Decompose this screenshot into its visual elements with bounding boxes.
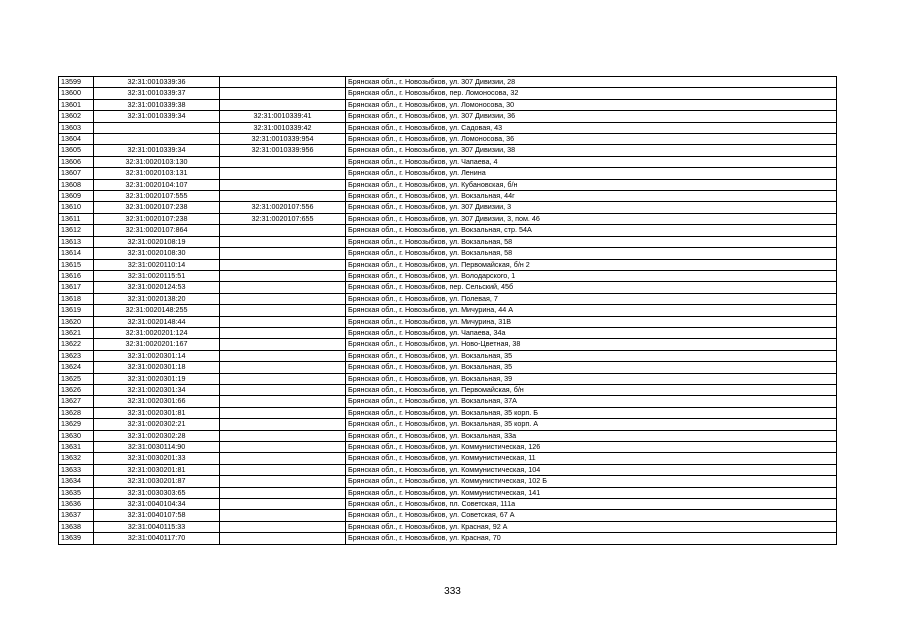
address-cell: Брянская обл., г. Новозыбков, ул. Вокзальная, 44г (346, 191, 837, 202)
address-cell: Брянская обл., г. Новозыбков, ул. Вокзальная, 58 (346, 236, 837, 247)
cadastral-number-cell: 32:31:0020138:20 (94, 293, 220, 304)
address-cell: Брянская обл., г. Новозыбков, ул. Коммунистическая, 11 (346, 453, 837, 464)
table-row (59, 464, 837, 475)
table-row (59, 111, 837, 122)
cadastral-number-cell: 32:31:0030201:33 (94, 453, 220, 464)
table-row (59, 339, 837, 350)
table-row (59, 122, 837, 133)
address-cell: Брянская обл., г. Новозыбков, пер. Сельский, 45б (346, 282, 837, 293)
row-number-cell: 13627 (59, 396, 94, 407)
cadastral-number-cell: 32:31:0010339:34 (94, 111, 220, 122)
table-row (59, 521, 837, 532)
table-row (59, 442, 837, 453)
table-row (59, 362, 837, 373)
row-number-cell: 13628 (59, 407, 94, 418)
address-cell: Брянская обл., г. Новозыбков, ул. Красная, 70 (346, 533, 837, 544)
table-row (59, 248, 837, 259)
cadastral-number-2-cell (220, 327, 346, 338)
cadastral-number-2-cell: 32:31:0010339:42 (220, 122, 346, 133)
cadastral-number-cell: 32:31:0020201:124 (94, 327, 220, 338)
row-number-cell: 13602 (59, 111, 94, 122)
table-row (59, 510, 837, 521)
cadastral-number-2-cell (220, 350, 346, 361)
cadastral-number-2-cell (220, 487, 346, 498)
row-number-cell: 13613 (59, 236, 94, 247)
address-cell: Брянская обл., г. Новозыбков, ул. Ново-Цветная, 38 (346, 339, 837, 350)
property-register-table (58, 76, 837, 545)
row-number-cell: 13609 (59, 191, 94, 202)
address-cell: Брянская обл., г. Новозыбков, ул. Вокзальная, 35 (346, 350, 837, 361)
address-cell: Брянская обл., г. Новозыбков, ул. Вокзальная, 35 корп. А (346, 419, 837, 430)
table-row (59, 476, 837, 487)
cadastral-number-2-cell (220, 396, 346, 407)
cadastral-number-cell: 32:31:0020148:44 (94, 316, 220, 327)
cadastral-number-2-cell (220, 316, 346, 327)
address-cell: Брянская обл., г. Новозыбков, ул. Советская, 67 А (346, 510, 837, 521)
cadastral-number-2-cell (220, 442, 346, 453)
row-number-cell: 13600 (59, 88, 94, 99)
page-number: 333 (444, 586, 461, 597)
address-cell: Брянская обл., г. Новозыбков, ул. Ленина (346, 168, 837, 179)
cadastral-number-cell: 32:31:0030201:87 (94, 476, 220, 487)
address-cell: Брянская обл., г. Новозыбков, ул. Первомайская, б/н (346, 384, 837, 395)
cadastral-number-2-cell (220, 384, 346, 395)
cadastral-number-cell: 32:31:0020103:130 (94, 156, 220, 167)
row-number-cell: 13610 (59, 202, 94, 213)
table-row (59, 145, 837, 156)
cadastral-number-cell: 32:31:0020110:14 (94, 259, 220, 270)
address-cell: Брянская обл., г. Новозыбков, ул. Вокзальная, 39 (346, 373, 837, 384)
table-row (59, 396, 837, 407)
row-number-cell: 13617 (59, 282, 94, 293)
cadastral-number-2-cell (220, 270, 346, 281)
cadastral-number-cell: 32:31:0020301:14 (94, 350, 220, 361)
row-number-cell: 13604 (59, 134, 94, 145)
table-row (59, 88, 837, 99)
row-number-cell: 13603 (59, 122, 94, 133)
address-cell: Брянская обл., г. Новозыбков, пл. Советская, 111а (346, 499, 837, 510)
address-cell: Брянская обл., г. Новозыбков, ул. Вокзальная, 33а (346, 430, 837, 441)
table-row (59, 453, 837, 464)
cadastral-number-2-cell (220, 293, 346, 304)
cadastral-number-cell: 32:31:0020301:66 (94, 396, 220, 407)
table-row (59, 191, 837, 202)
cadastral-number-cell: 32:31:0020148:255 (94, 305, 220, 316)
cadastral-number-cell: 32:31:0040107:58 (94, 510, 220, 521)
cadastral-number-2-cell (220, 191, 346, 202)
cadastral-number-2-cell: 32:31:0020107:556 (220, 202, 346, 213)
address-cell: Брянская обл., г. Новозыбков, ул. Первомайская, б/н 2 (346, 259, 837, 270)
cadastral-number-2-cell (220, 419, 346, 430)
cadastral-number-cell: 32:31:0040104:34 (94, 499, 220, 510)
cadastral-number-cell: 32:31:0020115:51 (94, 270, 220, 281)
row-number-cell: 13608 (59, 179, 94, 190)
address-cell: Брянская обл., г. Новозыбков, ул. Полевая, 7 (346, 293, 837, 304)
cadastral-number-2-cell: 32:31:0010339:41 (220, 111, 346, 122)
cadastral-number-2-cell (220, 476, 346, 487)
cadastral-number-cell: 32:31:0020301:34 (94, 384, 220, 395)
register-body (59, 77, 837, 545)
cadastral-number-cell: 32:31:0020103:131 (94, 168, 220, 179)
row-number-cell: 13632 (59, 453, 94, 464)
cadastral-number-cell: 32:31:0020107:238 (94, 202, 220, 213)
cadastral-number-2-cell (220, 282, 346, 293)
address-cell: Брянская обл., г. Новозыбков, ул. Коммунистическая, 141 (346, 487, 837, 498)
row-number-cell: 13622 (59, 339, 94, 350)
address-cell: Брянская обл., г. Новозыбков, ул. Кубановская, б/н (346, 179, 837, 190)
row-number-cell: 13636 (59, 499, 94, 510)
address-cell: Брянская обл., г. Новозыбков, ул. Коммунистическая, 126 (346, 442, 837, 453)
cadastral-number-2-cell (220, 99, 346, 110)
cadastral-number-cell: 32:31:0020104:107 (94, 179, 220, 190)
cadastral-number-cell: 32:31:0020108:30 (94, 248, 220, 259)
row-number-cell: 13637 (59, 510, 94, 521)
table-row (59, 293, 837, 304)
address-cell: Брянская обл., г. Новозыбков, ул. Ломоносова, 30 (346, 99, 837, 110)
address-cell: Брянская обл., г. Новозыбков, ул. Вокзальная, 37А (346, 396, 837, 407)
table-row (59, 236, 837, 247)
row-number-cell: 13633 (59, 464, 94, 475)
table-row (59, 487, 837, 498)
row-number-cell: 13606 (59, 156, 94, 167)
table-row (59, 202, 837, 213)
cadastral-number-cell: 32:31:0020124:53 (94, 282, 220, 293)
table-row (59, 350, 837, 361)
cadastral-number-2-cell (220, 339, 346, 350)
cadastral-number-cell: 32:31:0030303:65 (94, 487, 220, 498)
cadastral-number-cell: 32:31:0020302:28 (94, 430, 220, 441)
row-number-cell: 13605 (59, 145, 94, 156)
cadastral-number-cell: 32:31:0020107:864 (94, 225, 220, 236)
table-row (59, 327, 837, 338)
address-cell: Брянская обл., г. Новозыбков, пер. Ломоносова, 32 (346, 88, 837, 99)
table-row (59, 77, 837, 88)
cadastral-number-2-cell (220, 248, 346, 259)
table-row (59, 134, 837, 145)
cadastral-number-2-cell (220, 464, 346, 475)
cadastral-number-cell: 32:31:0020108:19 (94, 236, 220, 247)
address-cell: Брянская обл., г. Новозыбков, ул. 307 Дивизии, 3 (346, 202, 837, 213)
cadastral-number-2-cell: 32:31:0010339:954 (220, 134, 346, 145)
cadastral-number-2-cell (220, 533, 346, 544)
address-cell: Брянская обл., г. Новозыбков, ул. Мичурина, 44 А (346, 305, 837, 316)
table-row (59, 225, 837, 236)
cadastral-number-cell: 32:31:0040117:70 (94, 533, 220, 544)
cadastral-number-cell: 32:31:0010339:34 (94, 145, 220, 156)
address-cell: Брянская обл., г. Новозыбков, ул. 307 Дивизии, 36 (346, 111, 837, 122)
table-row (59, 179, 837, 190)
row-number-cell: 13631 (59, 442, 94, 453)
cadastral-number-2-cell (220, 179, 346, 190)
address-cell: Брянская обл., г. Новозыбков, ул. 307 Дивизии, 38 (346, 145, 837, 156)
cadastral-number-2-cell: 32:31:0010339:956 (220, 145, 346, 156)
cadastral-number-2-cell (220, 168, 346, 179)
cadastral-number-2-cell (220, 453, 346, 464)
cadastral-number-2-cell (220, 521, 346, 532)
table-row (59, 373, 837, 384)
cadastral-number-2-cell (220, 373, 346, 384)
row-number-cell: 13619 (59, 305, 94, 316)
cadastral-number-cell: 32:31:0010339:37 (94, 88, 220, 99)
row-number-cell: 13630 (59, 430, 94, 441)
address-cell: Брянская обл., г. Новозыбков, ул. Вокзальная, 35 (346, 362, 837, 373)
cadastral-number-cell: 32:31:0020107:555 (94, 191, 220, 202)
cadastral-number-2-cell (220, 156, 346, 167)
cadastral-number-2-cell (220, 77, 346, 88)
cadastral-number-cell: 32:31:0020107:238 (94, 213, 220, 224)
cadastral-number-2-cell (220, 499, 346, 510)
row-number-cell: 13629 (59, 419, 94, 430)
cadastral-number-cell: 32:31:0020302:21 (94, 419, 220, 430)
row-number-cell: 13599 (59, 77, 94, 88)
row-number-cell: 13615 (59, 259, 94, 270)
table-row (59, 156, 837, 167)
row-number-cell: 13616 (59, 270, 94, 281)
cadastral-number-cell: 32:31:0030201:81 (94, 464, 220, 475)
cadastral-number-cell: 32:31:0010339:36 (94, 77, 220, 88)
address-cell: Брянская обл., г. Новозыбков, ул. Чапаева, 34а (346, 327, 837, 338)
address-cell: Брянская обл., г. Новозыбков, ул. Вокзальная, 58 (346, 248, 837, 259)
row-number-cell: 13611 (59, 213, 94, 224)
cadastral-number-2-cell (220, 305, 346, 316)
row-number-cell: 13621 (59, 327, 94, 338)
row-number-cell: 13607 (59, 168, 94, 179)
row-number-cell: 13612 (59, 225, 94, 236)
row-number-cell: 13638 (59, 521, 94, 532)
table-row (59, 419, 837, 430)
row-number-cell: 13624 (59, 362, 94, 373)
address-cell: Брянская обл., г. Новозыбков, ул. Чапаева, 4 (346, 156, 837, 167)
table-row (59, 213, 837, 224)
table-row (59, 316, 837, 327)
row-number-cell: 13635 (59, 487, 94, 498)
address-cell: Брянская обл., г. Новозыбков, ул. 307 Дивизии, 28 (346, 77, 837, 88)
cadastral-number-cell: 32:31:0010339:38 (94, 99, 220, 110)
cadastral-number-cell (94, 134, 220, 145)
table-row (59, 270, 837, 281)
row-number-cell: 13634 (59, 476, 94, 487)
table-row (59, 305, 837, 316)
row-number-cell: 13623 (59, 350, 94, 361)
table-row (59, 168, 837, 179)
table-row (59, 99, 837, 110)
address-cell: Брянская обл., г. Новозыбков, ул. Мичурина, 31В (346, 316, 837, 327)
cadastral-number-cell: 32:31:0020301:18 (94, 362, 220, 373)
cadastral-number-2-cell (220, 88, 346, 99)
cadastral-number-2-cell (220, 236, 346, 247)
cadastral-number-2-cell (220, 510, 346, 521)
cadastral-number-cell: 32:31:0020201:167 (94, 339, 220, 350)
table-row (59, 430, 837, 441)
row-number-cell: 13639 (59, 533, 94, 544)
address-cell: Брянская обл., г. Новозыбков, ул. Володарского, 1 (346, 270, 837, 281)
row-number-cell: 13620 (59, 316, 94, 327)
cadastral-number-cell: 32:31:0020301:81 (94, 407, 220, 418)
address-cell: Брянская обл., г. Новозыбков, ул. Ломоносова, 36 (346, 134, 837, 145)
address-cell: Брянская обл., г. Новозыбков, ул. 307 Дивизии, 3, пом. 46 (346, 213, 837, 224)
address-cell: Брянская обл., г. Новозыбков, ул. Вокзальная, 35 корп. Б (346, 407, 837, 418)
row-number-cell: 13614 (59, 248, 94, 259)
cadastral-number-cell (94, 122, 220, 133)
address-cell: Брянская обл., г. Новозыбков, ул. Красная, 92 А (346, 521, 837, 532)
cadastral-number-2-cell (220, 430, 346, 441)
address-cell: Брянская обл., г. Новозыбков, ул. Коммунистическая, 102 Б (346, 476, 837, 487)
cadastral-number-cell: 32:31:0040115:33 (94, 521, 220, 532)
cadastral-number-2-cell (220, 362, 346, 373)
cadastral-number-2-cell (220, 259, 346, 270)
table-row (59, 533, 837, 544)
row-number-cell: 13601 (59, 99, 94, 110)
address-cell: Брянская обл., г. Новозыбков, ул. Вокзальная, стр. 54А (346, 225, 837, 236)
table-row (59, 282, 837, 293)
table-row (59, 407, 837, 418)
row-number-cell: 13618 (59, 293, 94, 304)
cadastral-number-2-cell (220, 407, 346, 418)
address-cell: Брянская обл., г. Новозыбков, ул. Коммунистическая, 104 (346, 464, 837, 475)
cadastral-number-2-cell: 32:31:0020107:655 (220, 213, 346, 224)
cadastral-number-2-cell (220, 225, 346, 236)
cadastral-number-cell: 32:31:0030114:90 (94, 442, 220, 453)
table-row (59, 384, 837, 395)
row-number-cell: 13626 (59, 384, 94, 395)
cadastral-number-cell: 32:31:0020301:19 (94, 373, 220, 384)
table-row (59, 259, 837, 270)
table-row (59, 499, 837, 510)
address-cell: Брянская обл., г. Новозыбков, ул. Садовая, 43 (346, 122, 837, 133)
row-number-cell: 13625 (59, 373, 94, 384)
